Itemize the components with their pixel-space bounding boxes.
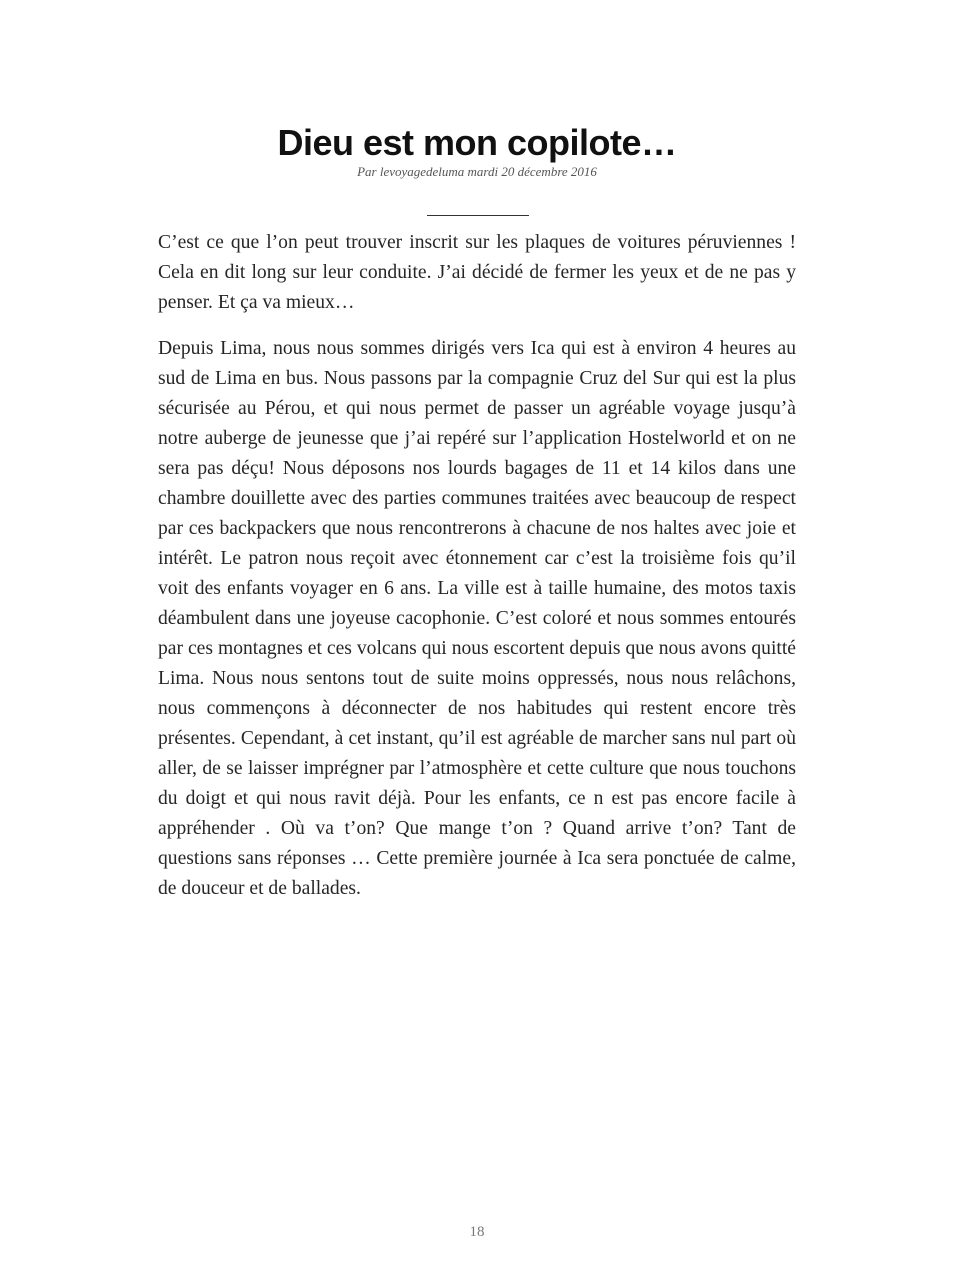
- title-divider: [427, 215, 529, 216]
- paragraph-main: Depuis Lima, nous nous sommes dirigés vers Ica qui est à environ 4 heures au sud de Lima en bus. Nous passons par la compagnie Cruz del Sur qui est la plus sécurisée au Pérou, et qui nous permet de passer un agréable voyage jusqu’à notre auberge de jeunesse que j’ai repéré sur l’application Hostelworld et on ne sera pas déçu! Nous déposons nos lourds bagages de 11 et 14 kilos dans une chambre douillette avec des parties communes traitées avec beaucoup de respect par ces backpackers que nous rencontrerons à chacune de nos haltes avec joie et intérêt. Le patron nous reçoit avec étonnement car c’est la troisième fois qu’il voit des enfants voyager en 6 ans. La ville est à taille humaine, des motos taxis déambulent dans une joyeuse cacophonie. C’est coloré et nous sommes entourés par ces montagnes et ces volcans qui nous escortent depuis que nous avons quitté Lima. Nous nous sentons tout de suite moins oppressés, nous nous relâchons, nous commençons à déconnecter de nos habitudes qui restent encore très présentes. Cependant, à cet instant, qu’il est agréable de marcher sans nul part où aller, de se laisser imprégner par l’atmosphère et cette culture que nous touchons du doigt et qui nous ravit déjà. Pour les enfants, ce n est pas encore facile à appréhender . Où va t’on? Que mange t’on ? Quand arrive t’on? Tant de questions sans réponses … Cette première journée à Ica sera ponctuée de calme, de douceur et de ballades.: [158, 338, 796, 899]
- byline: Par levoyagedeluma mardi 20 décembre 2016: [357, 164, 597, 179]
- paragraph-intro: C’est ce que l’on peut trouver inscrit sur les plaques de voitures péruviennes ! Cela en dit long sur leur conduite. J’ai décidé de fermer les yeux et de ne pas y penser. Et ça va mieux…: [158, 232, 796, 313]
- article-body: [158, 228, 796, 904]
- page-number: 18: [469, 1224, 485, 1240]
- page-title: Dieu est mon copilote…: [277, 122, 677, 163]
